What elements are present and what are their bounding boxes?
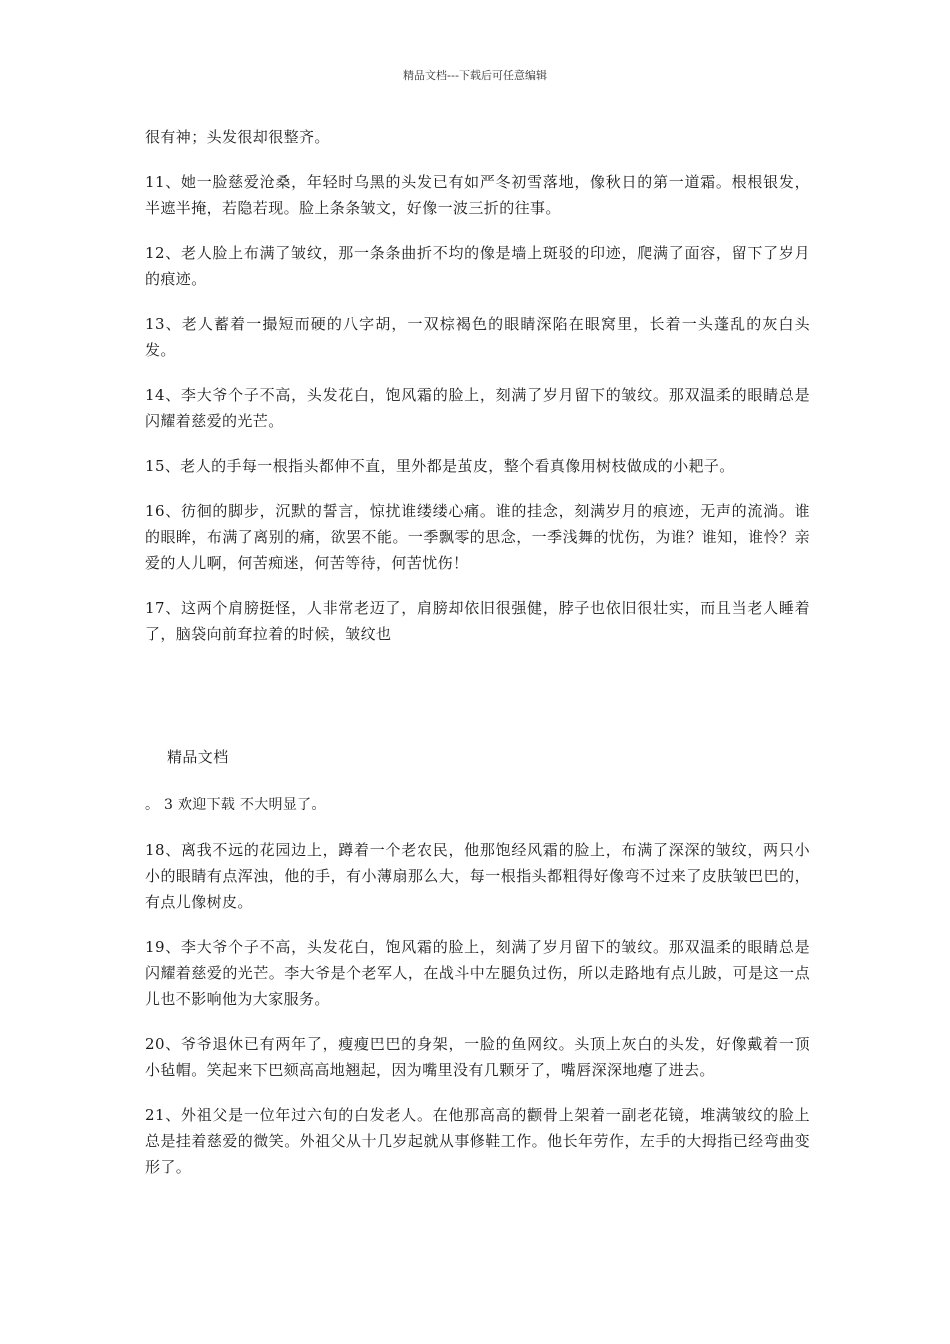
footer-label: 精品文档 bbox=[167, 748, 229, 766]
paragraph: 13、老人蓄着一撮短而硬的八字胡，一双棕褐色的眼睛深陷在眼窝里，长着一头蓬乱的灰白头发。 bbox=[145, 315, 810, 359]
paragraph: 21、外祖父是一位年过六旬的白发老人。在他那高高的颧骨上架着一副老花镜，堆满皱纹的脸上总是挂着慈爱的微笑。外祖父从十几岁起就从事修鞋工作。他长年劳作，左手的大拇指已经弯曲变形了。 bbox=[145, 1106, 810, 1176]
page-header: 精品文档---下载后可任意编辑 bbox=[403, 69, 547, 82]
paragraph: 14、李大爷个子不高，头发花白，饱风霜的脸上，刻满了岁月留下的皱纹。那双温柔的眼睛总是闪耀着慈爱的光芒。 bbox=[145, 386, 810, 430]
paragraph: 18、离我不远的花园边上，蹲着一个老农民，他那饱经风霜的脸上，布满了深深的皱纹，两只小小的眼睛有点浑浊，他的手，有小薄扇那么大，每一根指头都粗得好像弯不过来了皮肤皱巴巴的，有点儿像树皮。 bbox=[145, 841, 810, 911]
document-body bbox=[145, 124, 810, 1199]
paragraph: 16、彷徊的脚步，沉默的誓言，惊扰谁缕缕心痛。谁的挂念，刻满岁月的痕迹，无声的流淌。谁的眼眸，布满了离别的痛，欲罢不能。一季飘零的思念，一季浅舞的忧伤，为谁？谁知，谁怜？亲爱的人儿啊，何苦痴迷，何苦等待，何苦忧伤！ bbox=[145, 502, 810, 572]
download-line: 。 3 欢迎下载 不大明显了。 bbox=[145, 797, 326, 813]
paragraph: 15、老人的手每一根指头都伸不直，里外都是茧皮，整个看真像用树枝做成的小耙子。 bbox=[145, 457, 735, 475]
paragraph: 20、爷爷退休已有两年了，瘦瘦巴巴的身架，一脸的鱼网纹。头顶上灰白的头发，好像戴着一顶小毡帽。笑起来下巴颏高高地翘起，因为嘴里没有几颗牙了，嘴唇深深地瘪了进去。 bbox=[145, 1035, 810, 1079]
paragraph: 12、老人脸上布满了皱纹，那一条条曲折不均的像是墙上斑驳的印迹，爬满了面容，留下了岁月的痕迹。 bbox=[145, 244, 810, 288]
paragraph: 19、李大爷个子不高，头发花白，饱风霜的脸上，刻满了岁月留下的皱纹。那双温柔的眼睛总是闪耀着慈爱的光芒。李大爷是个老军人，在战斗中左腿负过伤，所以走路地有点儿跛，可是这一点儿也不影响他为大家服务。 bbox=[145, 938, 810, 1008]
paragraph: 11、她一脸慈爱沧桑，年轻时乌黑的头发已有如严冬初雪落地，像秋日的第一道霜。根根银发，半遮半掩，若隐若现。脸上条条皱文，好像一波三折的往事。 bbox=[145, 173, 810, 217]
paragraph: 17、这两个肩膀挺怪，人非常老迈了，肩膀却依旧很强健，脖子也依旧很壮实，而且当老人睡着了，脑袋向前耷拉着的时候，皱纹也 bbox=[145, 599, 810, 643]
paragraph: 很有神；头发很却很整齐。 bbox=[145, 128, 330, 146]
page-break-gap bbox=[145, 666, 810, 744]
